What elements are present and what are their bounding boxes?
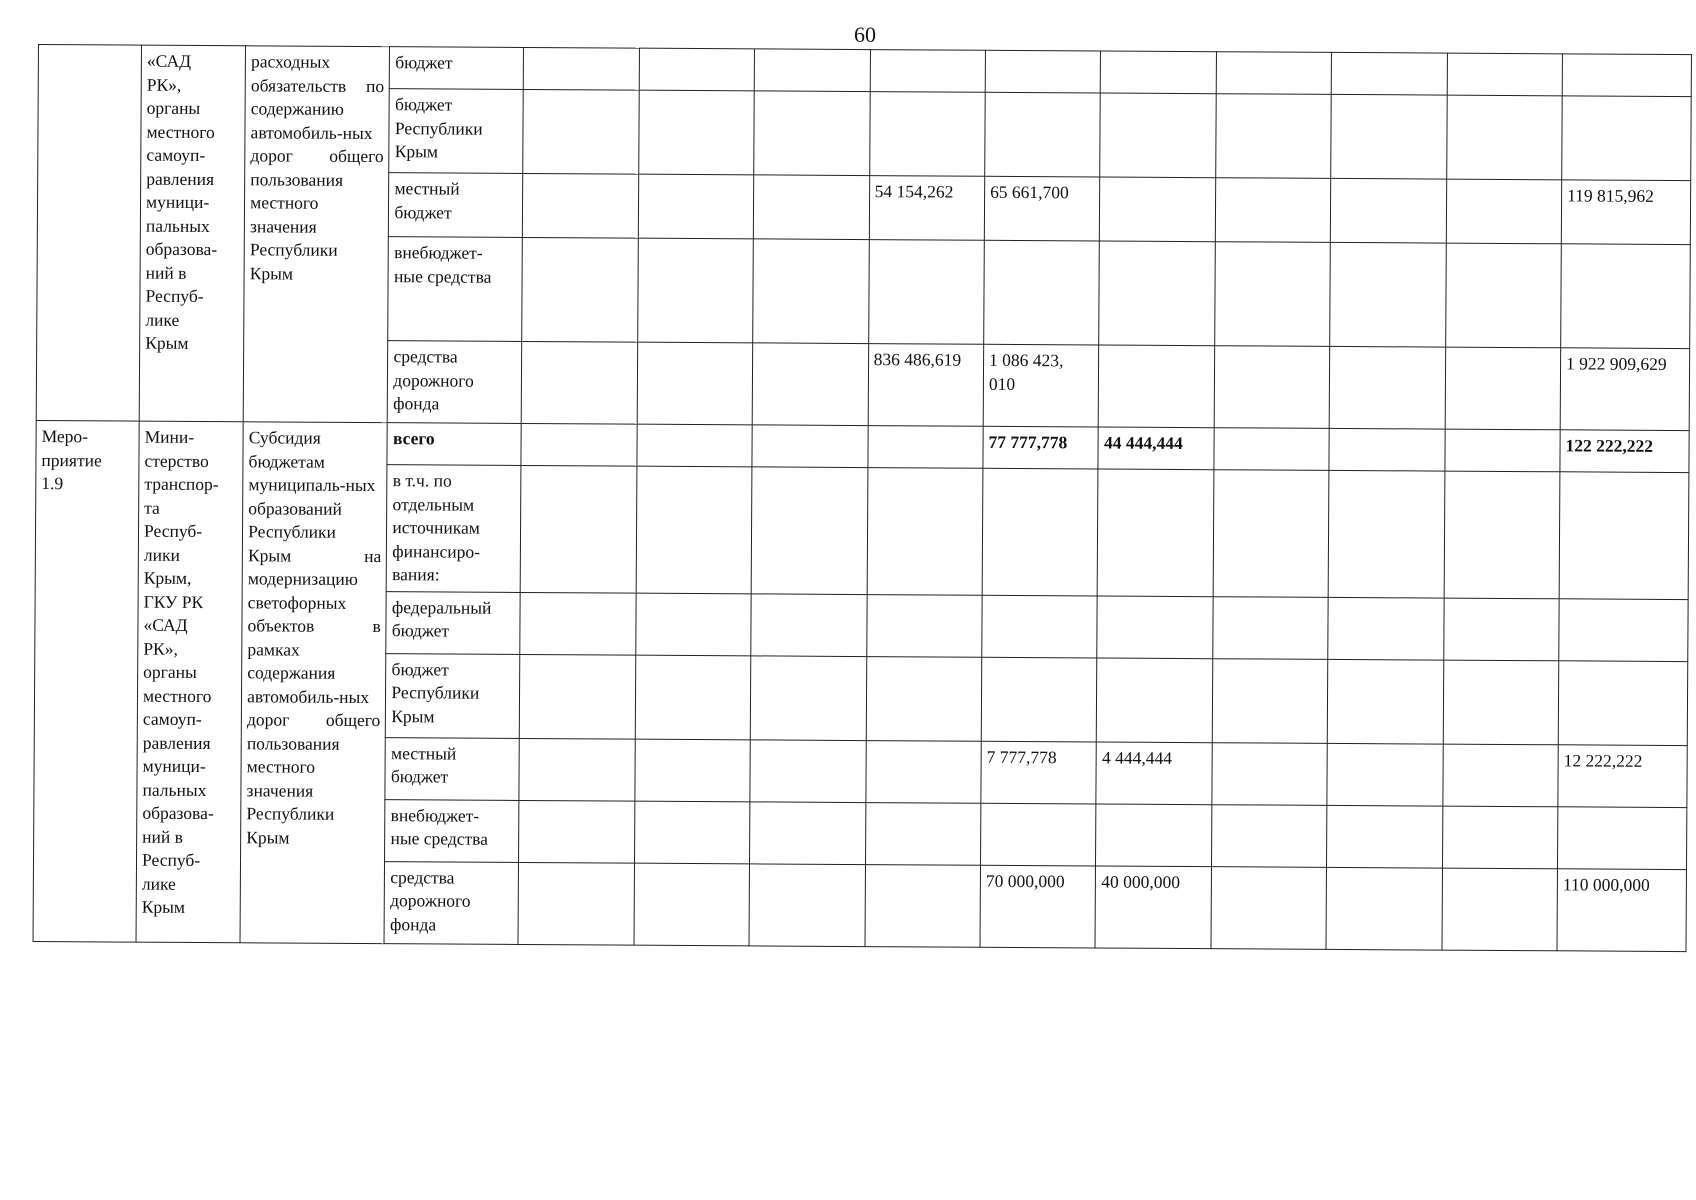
amount-cell bbox=[1100, 93, 1216, 178]
total-amount-cell: 1 922 909,629 bbox=[1560, 348, 1689, 431]
amount-cell bbox=[520, 592, 636, 655]
amount-cell bbox=[870, 50, 986, 93]
total-amount-cell bbox=[1562, 96, 1691, 181]
measure-id-cell bbox=[36, 45, 141, 422]
amount-cell bbox=[1331, 178, 1447, 243]
amount-cell bbox=[754, 49, 870, 92]
amount-cell bbox=[1327, 805, 1443, 868]
amount-cell: 40 000,000 bbox=[1095, 865, 1211, 948]
amount-cell bbox=[749, 863, 865, 946]
amount-cell bbox=[1447, 53, 1563, 96]
amount-cell bbox=[980, 803, 1096, 866]
amount-cell bbox=[1442, 806, 1558, 869]
amount-cell bbox=[868, 240, 984, 345]
amount-cell bbox=[981, 657, 1097, 742]
amount-cell bbox=[637, 342, 753, 425]
amount-cell bbox=[869, 92, 985, 177]
page-number: 60 bbox=[854, 22, 876, 47]
amount-cell: 54 154,262 bbox=[869, 176, 985, 241]
amount-cell bbox=[1443, 598, 1559, 661]
amount-cell bbox=[1445, 347, 1561, 430]
amount-cell bbox=[985, 92, 1101, 177]
amount-cell bbox=[519, 738, 635, 801]
total-amount-cell: 110 000,000 bbox=[1557, 868, 1686, 951]
amount-cell bbox=[1331, 52, 1447, 95]
amount-cell: 4 444,444 bbox=[1096, 741, 1212, 804]
amount-cell: 7 777,778 bbox=[981, 741, 1097, 804]
amount-cell bbox=[982, 468, 1098, 595]
amount-cell bbox=[982, 595, 1098, 658]
amount-cell bbox=[865, 740, 981, 803]
amount-cell bbox=[524, 47, 640, 90]
amount-cell bbox=[754, 91, 870, 176]
funding-source-cell: бюджет bbox=[390, 47, 524, 90]
funding-source-cell: всего bbox=[387, 423, 521, 466]
amount-cell bbox=[753, 239, 869, 344]
amount-cell: 836 486,619 bbox=[868, 344, 984, 427]
amount-cell bbox=[751, 467, 867, 594]
amount-cell bbox=[1101, 51, 1217, 94]
amount-cell bbox=[1328, 470, 1444, 597]
amount-cell bbox=[1214, 346, 1330, 429]
amount-cell bbox=[1100, 177, 1216, 242]
total-amount-cell bbox=[1558, 660, 1687, 745]
amount-cell bbox=[1329, 346, 1445, 429]
amount-cell bbox=[1443, 660, 1559, 745]
amount-cell bbox=[638, 90, 754, 175]
table-body bbox=[33, 45, 1691, 952]
amount-cell bbox=[519, 800, 635, 863]
amount-cell: 77 777,778 bbox=[983, 426, 1099, 469]
amount-cell bbox=[1445, 243, 1561, 348]
amount-cell bbox=[1212, 742, 1328, 805]
amount-cell: 70 000,000 bbox=[980, 865, 1096, 948]
amount-cell bbox=[1444, 471, 1560, 598]
amount-cell bbox=[1442, 868, 1558, 951]
amount-cell bbox=[518, 862, 634, 945]
funding-source-cell: бюджет Республики Крым bbox=[389, 89, 523, 174]
description-cell: расходных обязательств по содержанию автомобиль-ных дорог общего пользования местного значения Республики Крым bbox=[243, 46, 390, 423]
amount-cell bbox=[1328, 597, 1444, 660]
amount-cell: 44 444,444 bbox=[1098, 427, 1214, 470]
amount-cell bbox=[1446, 179, 1562, 244]
total-amount-cell: 122 222,222 bbox=[1560, 430, 1689, 473]
amount-cell bbox=[523, 173, 639, 238]
amount-cell bbox=[1096, 803, 1212, 866]
amount-cell bbox=[636, 466, 752, 593]
funding-source-cell: бюджет Республики Крым bbox=[386, 653, 520, 738]
amount-cell bbox=[1330, 242, 1446, 347]
table-row bbox=[36, 420, 1689, 472]
amount-cell bbox=[1215, 178, 1331, 243]
amount-cell bbox=[635, 655, 751, 740]
amount-cell bbox=[637, 424, 753, 467]
total-amount-cell bbox=[1558, 806, 1687, 869]
amount-cell bbox=[752, 343, 868, 426]
total-amount-cell: 12 222,222 bbox=[1558, 744, 1687, 807]
amount-cell bbox=[521, 423, 637, 466]
executor-cell: Мини- стерство транспор- та Респуб- лики Крым, ГКУ РК «САД РК», органы местного самоуп- равления муници- пальных образова- ний в Респуб- лике Крым bbox=[136, 421, 243, 942]
funding-source-cell: внебюджет- ные средства bbox=[385, 799, 519, 862]
amount-cell bbox=[866, 594, 982, 657]
amount-cell bbox=[523, 89, 639, 174]
amount-cell bbox=[751, 593, 867, 656]
table-row bbox=[38, 45, 1691, 97]
executor-cell: «САД РК», органы местного самоуп- равления муници- пальных образова- ний в Респуб- лике Крым bbox=[139, 45, 245, 422]
amount-cell bbox=[1213, 470, 1329, 597]
amount-cell bbox=[1331, 94, 1447, 179]
funding-source-cell: средства дорожного фонда bbox=[384, 861, 518, 944]
amount-cell bbox=[753, 175, 869, 240]
amount-cell bbox=[636, 593, 752, 656]
total-amount-cell bbox=[1559, 598, 1688, 661]
amount-cell bbox=[639, 48, 755, 91]
amount-cell bbox=[520, 654, 636, 739]
amount-cell bbox=[984, 240, 1100, 345]
description-cell: Субсидия бюджетам муниципаль-ных образований Республики Крым на модернизацию светофорных объектов в рамках содержания автомобиль-ных дорог общего пользования местного значения Республики Крым bbox=[240, 422, 387, 943]
amount-cell bbox=[750, 739, 866, 802]
total-amount-cell bbox=[1559, 472, 1689, 599]
amount-cell: 65 661,700 bbox=[984, 176, 1100, 241]
amount-cell bbox=[1216, 52, 1332, 95]
amount-cell bbox=[1326, 867, 1442, 950]
amount-cell bbox=[1211, 866, 1327, 949]
amount-cell bbox=[1099, 241, 1215, 346]
total-amount-cell: 119 815,962 bbox=[1561, 180, 1690, 245]
amount-cell bbox=[865, 864, 981, 947]
amount-cell bbox=[1329, 428, 1445, 471]
amount-cell bbox=[1327, 659, 1443, 744]
amount-cell bbox=[634, 801, 750, 864]
amount-cell bbox=[1445, 429, 1561, 472]
amount-cell bbox=[634, 863, 750, 946]
amount-cell bbox=[865, 802, 981, 865]
amount-cell bbox=[638, 174, 754, 239]
amount-cell bbox=[522, 341, 638, 424]
amount-cell bbox=[635, 739, 751, 802]
amount-cell bbox=[752, 425, 868, 468]
amount-cell bbox=[750, 801, 866, 864]
funding-table bbox=[33, 44, 1692, 952]
funding-source-cell: федеральный бюджет bbox=[386, 591, 520, 654]
funding-source-cell: в т.ч. по отдельным источникам финансиро- вания: bbox=[387, 465, 522, 592]
amount-cell bbox=[1216, 94, 1332, 179]
amount-cell bbox=[1099, 345, 1215, 428]
funding-source-cell: местный бюджет bbox=[385, 737, 519, 800]
total-amount-cell bbox=[1562, 54, 1691, 97]
amount-cell bbox=[1211, 804, 1327, 867]
amount-cell bbox=[637, 238, 753, 343]
amount-cell bbox=[522, 237, 638, 342]
amount-cell bbox=[1214, 428, 1330, 471]
amount-cell bbox=[1098, 469, 1214, 596]
amount-cell bbox=[1213, 596, 1329, 659]
amount-cell bbox=[867, 468, 983, 595]
amount-cell bbox=[1097, 657, 1213, 742]
amount-cell bbox=[868, 426, 984, 469]
funding-source-cell: внебюджет- ные средства bbox=[388, 237, 523, 342]
amount-cell bbox=[1442, 744, 1558, 807]
amount-cell bbox=[866, 656, 982, 741]
amount-cell bbox=[521, 465, 637, 592]
total-amount-cell bbox=[1561, 244, 1691, 349]
amount-cell bbox=[1327, 743, 1443, 806]
amount-cell: 1 086 423, 010 bbox=[983, 344, 1099, 427]
measure-id-cell: Меро- приятие 1.9 bbox=[33, 420, 139, 941]
amount-cell bbox=[1446, 95, 1562, 180]
funding-source-cell: местный бюджет bbox=[389, 173, 523, 238]
amount-cell bbox=[1212, 658, 1328, 743]
funding-source-cell: средства дорожного фонда bbox=[388, 341, 522, 424]
amount-cell bbox=[985, 50, 1101, 93]
amount-cell bbox=[1214, 242, 1330, 347]
amount-cell bbox=[750, 655, 866, 740]
amount-cell bbox=[1097, 595, 1213, 658]
